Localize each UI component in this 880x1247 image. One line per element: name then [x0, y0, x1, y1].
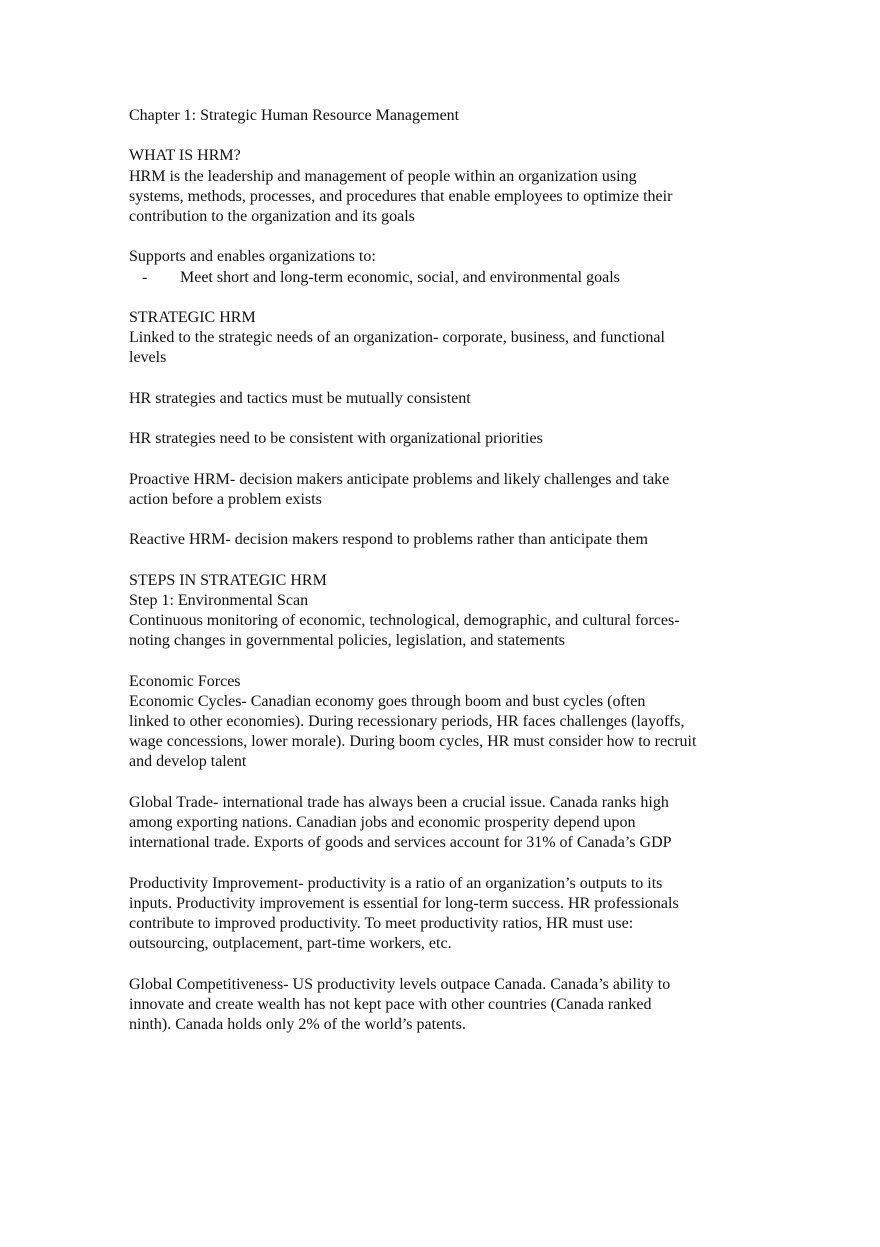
steps-section	[129, 571, 754, 652]
steps-heading: STEPS IN STRATEGIC HRM	[129, 571, 327, 589]
global-competitiveness-line: Global Competitiveness- US productivity levels outpace Canada. Canada’s ability to	[129, 975, 671, 993]
global-competitiveness-line: ninth). Canada holds only 2% of the world’s patents.	[129, 1015, 466, 1033]
steps-line: noting changes in governmental policies, legislation, and statements	[129, 632, 565, 650]
economic-cycles-line: Economic Cycles- Canadian economy goes through boom and bust cycles (often	[129, 692, 646, 710]
strategic-hrm-section	[129, 308, 754, 369]
productivity-line: inputs. Productivity improvement is essential for long-term success. HR professionals	[129, 894, 679, 912]
productivity-line: contribute to improved productivity. To meet productivity ratios, HR must use:	[129, 914, 634, 932]
reactive-text: Reactive HRM- decision makers respond to problems rather than anticipate them	[129, 531, 648, 549]
bullet-dash: -	[142, 268, 148, 286]
reactive-hrm-paragraph	[129, 530, 754, 550]
chapter-title-block	[129, 106, 754, 126]
supports-bullet-item	[129, 268, 754, 288]
what-is-hrm-line: contribution to the organization and its goals	[129, 208, 415, 225]
hr-priorities-text: HR strategies need to be consistent with organizational priorities	[129, 430, 543, 448]
global-trade-line: Global Trade- international trade has always been a crucial issue. Canada ranks high	[129, 793, 669, 811]
proactive-line: action before a problem exists	[129, 490, 322, 508]
productivity-line: outsourcing, outplacement, part-time workers, etc.	[129, 935, 452, 953]
economic-cycles-line: wage concessions, lower morale). During boom cycles, HR must consider how to recruit	[129, 733, 697, 751]
hr-priorities-paragraph	[129, 429, 754, 449]
strategic-hrm-line: Linked to the strategic needs of an organization- corporate, business, and functional	[129, 329, 665, 347]
economic-cycles-line: linked to other economies). During recessionary periods, HR faces challenges (layoffs,	[129, 712, 685, 730]
document-page	[129, 106, 754, 1055]
what-is-hrm-section	[129, 146, 754, 227]
global-trade-paragraph	[129, 793, 754, 854]
hr-consistency-text: HR strategies and tactics must be mutually consistent	[129, 389, 471, 407]
economic-cycles-line: and develop talent	[129, 753, 247, 771]
economic-forces-heading: Economic Forces	[129, 672, 241, 690]
global-trade-line: international trade. Exports of goods and services account for 31% of Canada’s GDP	[129, 834, 672, 852]
global-competitiveness-paragraph	[129, 975, 754, 1036]
hr-consistency-paragraph	[129, 389, 754, 409]
what-is-hrm-line: HRM is the leadership and management of people within an organization using	[129, 167, 637, 185]
strategic-hrm-line: levels	[129, 349, 167, 367]
proactive-hrm-paragraph	[129, 470, 754, 510]
what-is-hrm-line: systems, methods, processes, and procedures that enable employees to optimize their	[129, 187, 673, 205]
global-competitiveness-line: innovate and create wealth has not kept pace with other countries (Canada ranked	[129, 995, 652, 1013]
economic-forces-section	[129, 672, 754, 773]
supports-bullet-text: Meet short and long-term economic, social, and environmental goals	[180, 268, 620, 286]
proactive-line: Proactive HRM- decision makers anticipate problems and likely challenges and take	[129, 470, 670, 488]
supports-section	[129, 247, 754, 287]
chapter-title: Chapter 1: Strategic Human Resource Management	[129, 107, 460, 124]
productivity-paragraph	[129, 874, 754, 955]
step1-heading: Step 1: Environmental Scan	[129, 591, 309, 609]
steps-line: Continuous monitoring of economic, technological, demographic, and cultural forces-	[129, 611, 680, 629]
strategic-hrm-heading: STRATEGIC HRM	[129, 308, 256, 326]
global-trade-line: among exporting nations. Canadian jobs and economic prosperity depend upon	[129, 813, 636, 831]
what-is-hrm-heading: WHAT IS HRM?	[129, 147, 241, 165]
productivity-line: Productivity Improvement- productivity is a ratio of an organization’s outputs to its	[129, 874, 663, 892]
supports-intro: Supports and enables organizations to:	[129, 248, 376, 266]
